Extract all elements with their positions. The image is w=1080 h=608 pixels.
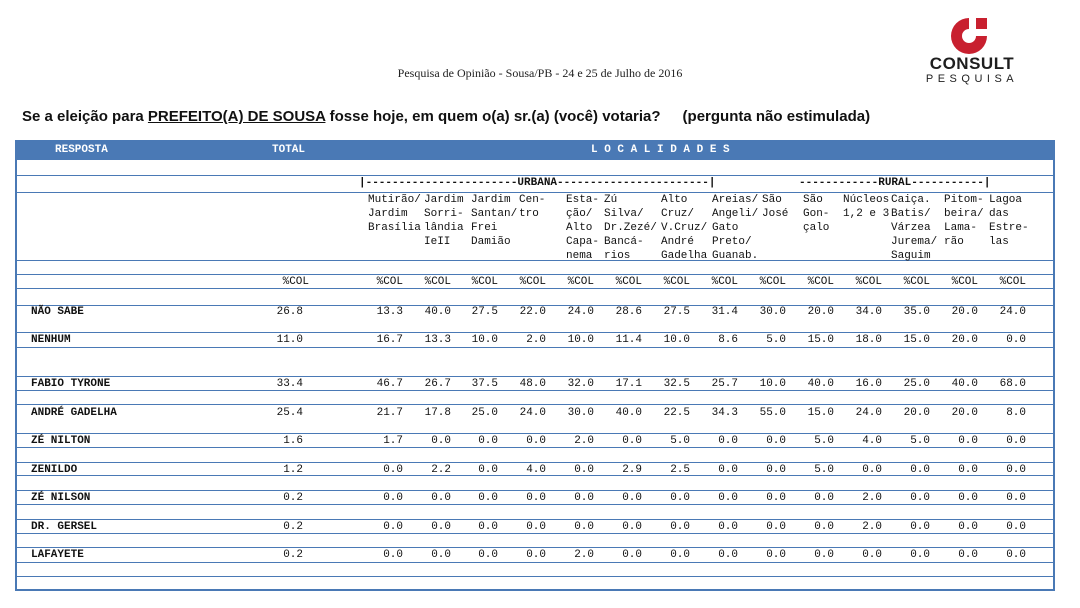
table-cell: 20.0 [951, 306, 978, 318]
pct-col-label: %COL [759, 276, 786, 288]
consult-c-icon [949, 16, 989, 56]
locality-subheader: Angeli/ [712, 208, 759, 220]
row-total: 26.8 [276, 306, 303, 318]
table-cell: 2.5 [670, 464, 690, 476]
table-cell: 25.0 [471, 407, 498, 419]
table-cell: 0.0 [766, 464, 786, 476]
table-rule [17, 504, 1053, 505]
table-cell: 0.0 [718, 521, 738, 533]
table-cell: 0.0 [910, 521, 930, 533]
locality-subheader: Guanab. [712, 250, 759, 262]
table-rule [17, 288, 1053, 289]
table-cell: 18.0 [855, 334, 882, 346]
locality-subheader: Esta- [566, 194, 600, 206]
table-cell: 15.0 [807, 407, 834, 419]
table-cell: 0.0 [431, 435, 451, 447]
urbana-bracket: |-----------------------URBANA-----------------------| [359, 177, 716, 189]
table-cell: 0.0 [718, 549, 738, 561]
header-localidades: L O C A L I D A D E S [591, 144, 730, 156]
table-cell: 0.0 [478, 435, 498, 447]
row-total: 11.0 [276, 334, 303, 346]
table-cell: 5.0 [766, 334, 786, 346]
table-cell: 0.0 [478, 464, 498, 476]
locality-subheader: beira/ [944, 208, 984, 220]
table-cell: 27.5 [663, 306, 690, 318]
table-cell: 0.0 [910, 492, 930, 504]
table-cell: 0.0 [814, 549, 834, 561]
locality-subheader: Estre- [989, 222, 1029, 234]
table-rule [17, 576, 1053, 577]
table-cell: 0.0 [1006, 334, 1026, 346]
table-cell: 0.0 [431, 521, 451, 533]
consult-logo [922, 16, 1022, 88]
locality-subheader: Jurema/ [891, 236, 938, 248]
table-cell: 24.0 [855, 407, 882, 419]
locality-subheader: Mutirão/ [368, 194, 421, 206]
locality-subheader: Dr.Zezé/ [604, 222, 657, 234]
table-cell: 5.0 [814, 435, 834, 447]
table-cell: 0.0 [958, 435, 978, 447]
table-cell: 8.6 [718, 334, 738, 346]
table-rule [17, 332, 1053, 333]
locality-subheader: Alto [661, 194, 688, 206]
table-cell: 40.0 [951, 378, 978, 390]
table-cell: 40.0 [615, 407, 642, 419]
table-cell: 37.5 [471, 378, 498, 390]
question-title [22, 108, 870, 125]
locality-subheader: Cruz/ [661, 208, 695, 220]
table-cell: 16.0 [855, 378, 882, 390]
table-cell: 0.0 [766, 521, 786, 533]
table-cell: 2.0 [574, 549, 594, 561]
locality-subheader: Jardim [471, 194, 511, 206]
locality-subheader: las [989, 236, 1009, 248]
row-label: NENHUM [31, 334, 71, 346]
table-rule [17, 175, 1053, 176]
table-cell: 0.0 [958, 492, 978, 504]
table-cell: 0.0 [862, 464, 882, 476]
row-total: 33.4 [276, 378, 303, 390]
table-cell: 17.8 [424, 407, 451, 419]
table-cell: 0.0 [431, 492, 451, 504]
row-label: ZÉ NILSON [31, 492, 91, 504]
locality-subheader: rios [604, 250, 631, 262]
locality-subheader: 1,2 e 3 [843, 208, 890, 220]
table-rule [17, 447, 1053, 448]
locality-subheader: Sorri- [424, 208, 464, 220]
row-label: FABIO TYRONE [31, 378, 111, 390]
locality-subheader: Batis/ [891, 208, 931, 220]
header-resposta: RESPOSTA [55, 144, 108, 156]
locality-subheader: tro [519, 208, 539, 220]
table-cell: 24.0 [567, 306, 594, 318]
table-cell: 16.7 [376, 334, 403, 346]
table-cell: 0.0 [958, 549, 978, 561]
table-cell: 20.0 [807, 306, 834, 318]
pct-col-label: %COL [282, 276, 309, 288]
table-cell: 15.0 [807, 334, 834, 346]
locality-subheader: Gon- [803, 208, 830, 220]
table-cell: 0.0 [1006, 549, 1026, 561]
table-cell: 34.3 [711, 407, 738, 419]
locality-subheader: lândia [424, 222, 464, 234]
row-label: LAFAYETE [31, 549, 84, 561]
logo-wordmark: CONSULT [929, 54, 1015, 73]
table-cell: 55.0 [759, 407, 786, 419]
locality-subheader: Silva/ [604, 208, 644, 220]
table-rule [17, 376, 1053, 377]
locality-subheader: São [803, 194, 823, 206]
table-cell: 0.0 [478, 549, 498, 561]
table-cell: 0.0 [814, 521, 834, 533]
pct-col-label: %COL [807, 276, 834, 288]
rural-bracket: ------------RURAL-----------| [799, 177, 991, 189]
table-cell: 0.0 [1006, 435, 1026, 447]
table-cell: 46.7 [376, 378, 403, 390]
locality-subheader: Jardim [368, 208, 408, 220]
table-cell: 0.0 [622, 549, 642, 561]
locality-subheader: Damião [471, 236, 511, 248]
table-cell: 0.0 [910, 464, 930, 476]
table-cell: 0.0 [383, 549, 403, 561]
table-rule [17, 433, 1053, 434]
table-cell: 0.0 [910, 549, 930, 561]
table-cell: 0.0 [670, 549, 690, 561]
table-rule [17, 347, 1053, 348]
table-cell: 13.3 [424, 334, 451, 346]
table-cell: 0.0 [1006, 492, 1026, 504]
locality-subheader: André [661, 236, 695, 248]
locality-subheader: Núcleos [843, 194, 890, 206]
table-cell: 20.0 [951, 334, 978, 346]
table-rule [17, 274, 1053, 275]
table-cell: 2.9 [622, 464, 642, 476]
table-cell: 5.0 [814, 464, 834, 476]
table-cell: 28.6 [615, 306, 642, 318]
table-cell: 22.0 [519, 306, 546, 318]
table-cell: 0.0 [670, 492, 690, 504]
pct-col-label: %COL [424, 276, 451, 288]
table-cell: 40.0 [424, 306, 451, 318]
locality-subheader: Areias/ [712, 194, 759, 206]
table-cell: 0.0 [766, 492, 786, 504]
table-cell: 25.7 [711, 378, 738, 390]
table-cell: 0.0 [383, 521, 403, 533]
row-label: NÃO SABE [31, 306, 84, 318]
table-cell: 0.0 [718, 435, 738, 447]
locality-subheader: Lagoa [989, 194, 1023, 206]
pct-col-label: %COL [615, 276, 642, 288]
locality-subheader: Bancá- [604, 236, 644, 248]
table-cell: 0.0 [862, 549, 882, 561]
table-cell: 15.0 [903, 334, 930, 346]
locality-subheader: Caiça. [891, 194, 931, 206]
row-label: ZENILDO [31, 464, 78, 476]
locality-subheader: José [762, 208, 789, 220]
table-cell: 20.0 [903, 407, 930, 419]
table-cell: 5.0 [910, 435, 930, 447]
question-prefix: Se a eleição para [22, 108, 148, 125]
table-cell: 0.0 [526, 492, 546, 504]
locality-subheader: Preto/ [712, 236, 752, 248]
locality-subheader: IeII [424, 236, 451, 248]
locality-subheader: Frei [471, 222, 498, 234]
locality-subheader: Capa- [566, 236, 600, 248]
table-cell: 21.7 [376, 407, 403, 419]
row-total: 0.2 [283, 521, 303, 533]
row-label: ANDRÉ GADELHA [31, 407, 117, 419]
locality-subheader: Brasília [368, 222, 421, 234]
table-rule [17, 462, 1053, 463]
table-cell: 35.0 [903, 306, 930, 318]
table-cell: 32.5 [663, 378, 690, 390]
pct-col-label: %COL [855, 276, 882, 288]
header-total: TOTAL [272, 144, 306, 156]
pct-col-label: %COL [903, 276, 930, 288]
table-cell: 22.5 [663, 407, 690, 419]
table-cell: 0.0 [622, 521, 642, 533]
pct-col-label: %COL [999, 276, 1026, 288]
locality-subheader: Lama- [944, 222, 978, 234]
table-cell: 34.0 [855, 306, 882, 318]
table-cell: 10.0 [471, 334, 498, 346]
table-cell: 0.0 [766, 549, 786, 561]
table-cell: 24.0 [519, 407, 546, 419]
question-office: PREFEITO(A) DE SOUSA [147, 108, 326, 125]
locality-subheader: São [762, 194, 782, 206]
table-cell: 13.3 [376, 306, 403, 318]
table-header-band [17, 142, 1053, 159]
pct-col-label: %COL [471, 276, 498, 288]
table-cell: 2.0 [526, 334, 546, 346]
table-cell: 0.0 [766, 435, 786, 447]
pct-col-label: %COL [567, 276, 594, 288]
locality-subheader: Gato [712, 222, 739, 234]
table-cell: 0.0 [574, 521, 594, 533]
table-cell: 2.0 [862, 521, 882, 533]
row-label: ZÉ NILTON [31, 435, 91, 447]
table-rule [17, 519, 1053, 520]
table-cell: 40.0 [807, 378, 834, 390]
table-cell: 30.0 [567, 407, 594, 419]
table-cell: 0.0 [622, 492, 642, 504]
table-cell: 0.0 [478, 492, 498, 504]
table-cell: 5.0 [670, 435, 690, 447]
locality-subheader: Cen- [519, 194, 546, 206]
table-cell: 20.0 [951, 407, 978, 419]
table-cell: 25.0 [903, 378, 930, 390]
question-note: (pergunta não estimulada) [682, 108, 871, 125]
question-suffix: fosse hoje, em quem o(a) sr.(a) (você) votaria? [325, 108, 661, 125]
row-total: 0.2 [283, 492, 303, 504]
table-cell: 0.0 [574, 492, 594, 504]
table-cell: 10.0 [567, 334, 594, 346]
row-label: DR. GERSEL [31, 521, 98, 533]
logo-subtitle: PESQUISA [925, 73, 1019, 85]
table-rule [17, 547, 1053, 548]
table-cell: 0.0 [1006, 464, 1026, 476]
row-total: 25.4 [276, 407, 303, 419]
locality-subheader: V.Cruz/ [661, 222, 708, 234]
locality-subheader: Zú [604, 194, 618, 206]
table-cell: 2.0 [862, 492, 882, 504]
pct-col-label: %COL [711, 276, 738, 288]
table-cell: 0.0 [574, 464, 594, 476]
table-cell: 0.0 [526, 435, 546, 447]
table-cell: 0.0 [1006, 521, 1026, 533]
table-rule [17, 404, 1053, 405]
table-cell: 0.0 [622, 435, 642, 447]
table-cell: 0.0 [718, 492, 738, 504]
locality-subheader: nema [566, 250, 593, 262]
locality-subheader: Alto [566, 222, 593, 234]
table-cell: 27.5 [471, 306, 498, 318]
locality-subheader: rão [944, 236, 964, 248]
pct-col-label: %COL [663, 276, 690, 288]
table-rule [17, 533, 1053, 534]
table-cell: 0.0 [958, 464, 978, 476]
table-rule [17, 390, 1053, 391]
locality-subheader: Saguim [891, 250, 931, 262]
table-rule [17, 562, 1053, 563]
locality-subheader: Pitom- [944, 194, 984, 206]
table-rule [17, 192, 1053, 193]
table-cell: 4.0 [526, 464, 546, 476]
table-cell: 0.0 [478, 521, 498, 533]
results-table [15, 140, 1055, 591]
row-total: 0.2 [283, 549, 303, 561]
table-cell: 0.0 [383, 464, 403, 476]
table-cell: 0.0 [958, 521, 978, 533]
table-cell: 1.7 [383, 435, 403, 447]
table-cell: 68.0 [999, 378, 1026, 390]
locality-subheader: çalo [803, 222, 830, 234]
row-total: 1.2 [283, 464, 303, 476]
pct-col-label: %COL [519, 276, 546, 288]
locality-subheader: Jardim [424, 194, 464, 206]
locality-subheader: das [989, 208, 1009, 220]
table-cell: 0.0 [383, 492, 403, 504]
table-cell: 26.7 [424, 378, 451, 390]
table-cell: 31.4 [711, 306, 738, 318]
table-cell: 10.0 [663, 334, 690, 346]
table-cell: 2.2 [431, 464, 451, 476]
locality-subheader: Santan/ [471, 208, 518, 220]
table-cell: 24.0 [999, 306, 1026, 318]
table-cell: 17.1 [615, 378, 642, 390]
table-cell: 11.4 [615, 334, 642, 346]
table-cell: 8.0 [1006, 407, 1026, 419]
locality-subheader: Gadelha [661, 250, 708, 262]
table-cell: 10.0 [759, 378, 786, 390]
table-cell: 30.0 [759, 306, 786, 318]
table-rule [17, 159, 1053, 160]
locality-subheader: ção/ [566, 208, 593, 220]
table-cell: 0.0 [431, 549, 451, 561]
table-cell: 32.0 [567, 378, 594, 390]
table-cell: 0.0 [718, 464, 738, 476]
table-cell: 4.0 [862, 435, 882, 447]
pct-col-label: %COL [951, 276, 978, 288]
pct-col-label: %COL [376, 276, 403, 288]
table-cell: 0.0 [670, 521, 690, 533]
locality-subheader: Várzea [891, 222, 931, 234]
table-cell: 2.0 [574, 435, 594, 447]
table-cell: 0.0 [526, 521, 546, 533]
table-cell: 0.0 [814, 492, 834, 504]
table-rule [17, 490, 1053, 491]
report-subtitle: Pesquisa de Opinião - Sousa/PB - 24 e 25 de Julho de 2016 [397, 66, 683, 80]
row-total: 1.6 [283, 435, 303, 447]
table-cell: 0.0 [526, 549, 546, 561]
table-cell: 48.0 [519, 378, 546, 390]
